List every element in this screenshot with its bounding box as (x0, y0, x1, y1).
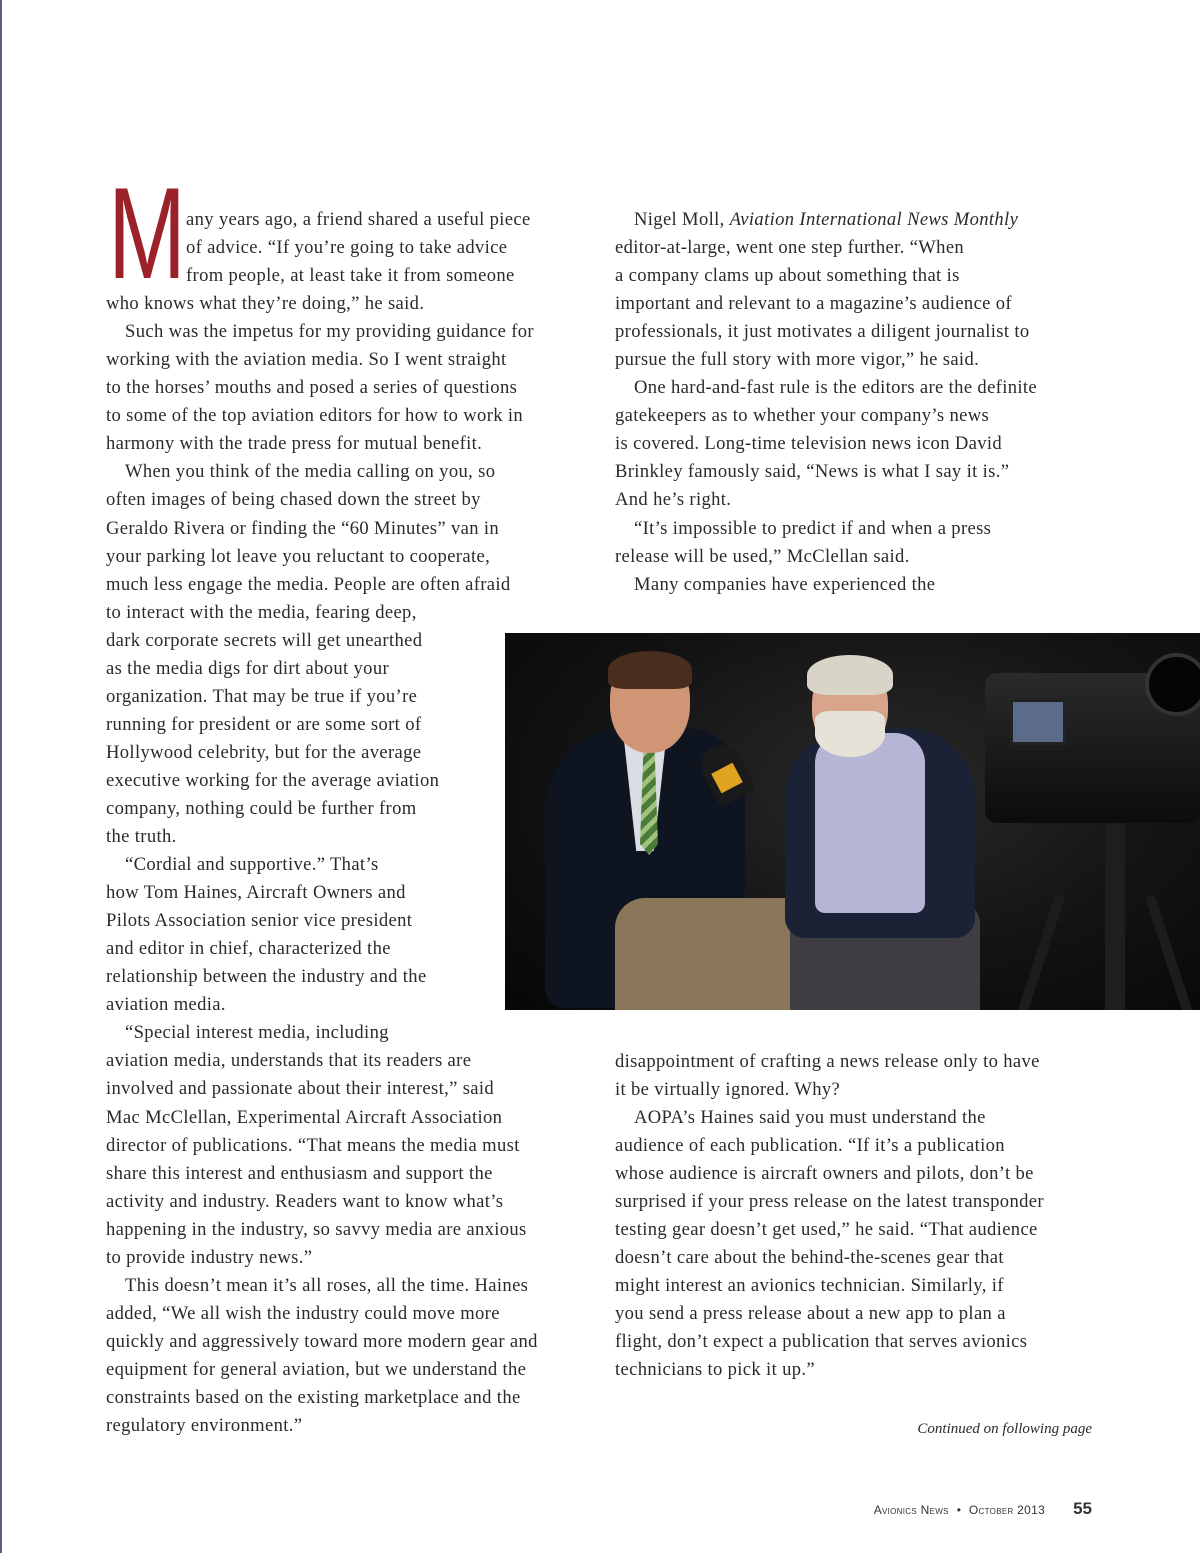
article-line: audience of each publication. “If it’s a publication (615, 1134, 1005, 1156)
article-line: Geraldo Rivera or finding the “60 Minutes” van in (106, 517, 500, 539)
tripod (1065, 813, 1165, 1010)
article-line: to the horses’ mouths and posed a series of questions (106, 377, 518, 399)
article-line: who knows what they’re doing,” he said. (106, 293, 425, 315)
article-line: aviation media. (106, 994, 226, 1016)
article-line: doesn’t care about the behind-the-scenes gear that (615, 1246, 1004, 1268)
article-line: the truth. (106, 826, 177, 848)
article-line: technicians to pick it up.” (615, 1359, 815, 1381)
article-line: share this interest and enthusiasm and support the (106, 1162, 493, 1184)
article-line: pursue the full story with more vigor,” he said. (615, 349, 980, 371)
article-line: gatekeepers as to whether your company’s news (615, 405, 990, 427)
publication-name: Aviation International News Monthly (729, 209, 1019, 230)
article-line: much less engage the media. People are often afraid (106, 573, 511, 595)
article-line: “Special interest media, including (125, 1022, 389, 1044)
camera-screen (1010, 699, 1066, 745)
article-line: involved and passionate about their interest,” said (106, 1078, 495, 1100)
article-line: company, nothing could be further from (106, 797, 417, 819)
page-footer (874, 1499, 1092, 1519)
article-line: Brinkley famously said, “News is what I say it is.” (615, 461, 1010, 483)
continued-note: Continued on following page (917, 1421, 1092, 1437)
footer-separator: • (956, 1503, 961, 1517)
article-line: you send a press release about a new app to plan a (615, 1303, 1006, 1325)
camera-lens (1145, 653, 1200, 716)
article-line: often images of being chased down the street by (106, 489, 481, 511)
article-line: editor-at-large, went one step further. “When (615, 237, 965, 259)
article-line: And he’s right. (615, 489, 732, 511)
article-line: harmony with the trade press for mutual benefit. (106, 433, 483, 455)
article-line: AOPA’s Haines said you must understand the (634, 1106, 986, 1128)
article-line: dark corporate secrets will get unearthed (106, 629, 423, 651)
article-line: professionals, it just motivates a diligent journalist to (615, 321, 1030, 343)
article-line: When you think of the media calling on you, so (125, 461, 496, 483)
article-line: release will be used,” McClellan said. (615, 545, 910, 567)
article-line: from people, at least take it from someone (186, 265, 515, 287)
article-line: of advice. “If you’re going to take advice (186, 237, 508, 259)
article-line: surprised if your press release on the latest transponder (615, 1190, 1044, 1212)
interview-photo (505, 633, 1200, 1010)
article-line: whose audience is aircraft owners and pilots, don’t be (615, 1162, 1034, 1184)
interviewee-beard (815, 711, 885, 757)
article-line: “It’s impossible to predict if and when a press (634, 517, 992, 539)
article-column-left (106, 206, 538, 1440)
page-left-rule (0, 0, 2, 1553)
article-line: to interact with the media, fearing deep, (106, 601, 417, 623)
article-line: any years ago, a friend shared a useful piece (186, 209, 531, 230)
article-line: Hollywood celebrity, but for the average (106, 741, 422, 763)
publication-title: Avionics News (873, 1503, 949, 1517)
article-line: Such was the impetus for my providing guidance for (125, 321, 534, 343)
article-line: working with the aviation media. So I went straight (106, 349, 507, 371)
article-line: “Cordial and supportive.” That’s (125, 854, 379, 876)
article-line: Pilots Association senior vice president (106, 910, 413, 932)
article-line: happening in the industry, so savvy media are anxious (106, 1218, 527, 1240)
article-line: added, “We all wish the industry could move more (106, 1302, 500, 1324)
article-line: and editor in chief, characterized the (106, 938, 391, 960)
article-line: flight, don’t expect a publication that serves avionics (615, 1331, 1028, 1353)
article-line: a company clams up about something that is (615, 265, 960, 287)
article-line: how Tom Haines, Aircraft Owners and (106, 882, 406, 904)
article-line: quickly and aggressively toward more modern gear and (106, 1330, 538, 1352)
interviewee-hair (807, 655, 893, 695)
article-line: as the media digs for dirt about your (106, 657, 390, 679)
article-line: One hard-and-fast rule is the editors are the definite (634, 377, 1038, 399)
issue-date: October 2013 (968, 1503, 1046, 1517)
article-line: organization. That may be true if you’re (106, 685, 418, 707)
article-line: to provide industry news.” (106, 1246, 313, 1268)
article-line: Mac McClellan, Experimental Aircraft Association (106, 1106, 503, 1128)
page-number: 55 (1073, 1499, 1092, 1518)
article-line: it be virtually ignored. Why? (615, 1078, 841, 1100)
article-line: director of publications. “That means the media must (106, 1134, 520, 1156)
article-line: testing gear doesn’t get used,” he said. “That audience (615, 1218, 1038, 1240)
article-line: regulatory environment.” (106, 1415, 303, 1437)
article-line: This doesn’t mean it’s all roses, all the time. Haines (125, 1274, 529, 1296)
interviewer-hair (608, 651, 692, 689)
article-line: Many companies have experienced the (634, 573, 936, 595)
drop-cap: M (108, 160, 186, 306)
article-line: your parking lot leave you reluctant to cooperate, (106, 545, 491, 567)
article-line: constraints based on the existing marketplace and the (106, 1386, 521, 1408)
paragraph-lead: Nigel Moll, (634, 209, 730, 230)
article-line (615, 206, 1044, 234)
article-line: might interest an avionics technician. Similarly, if (615, 1275, 1004, 1297)
article-line: is covered. Long-time television news icon David (615, 433, 1003, 455)
article-line: to some of the top aviation editors for how to work in (106, 405, 524, 427)
article-line: executive working for the average aviation (106, 769, 440, 791)
article-line: relationship between the industry and the (106, 966, 427, 988)
article-line: activity and industry. Readers want to know what’s (106, 1190, 504, 1212)
interviewee-shirt (815, 733, 925, 913)
article-line: aviation media, understands that its readers are (106, 1050, 472, 1072)
article-line: running for president or are some sort of (106, 713, 422, 735)
article-line: equipment for general aviation, but we understand the (106, 1358, 527, 1380)
article-line: disappointment of crafting a news release only to have (615, 1050, 1040, 1072)
article-line: important and relevant to a magazine’s audience of (615, 293, 1012, 315)
tripod-leg (1015, 895, 1065, 1010)
